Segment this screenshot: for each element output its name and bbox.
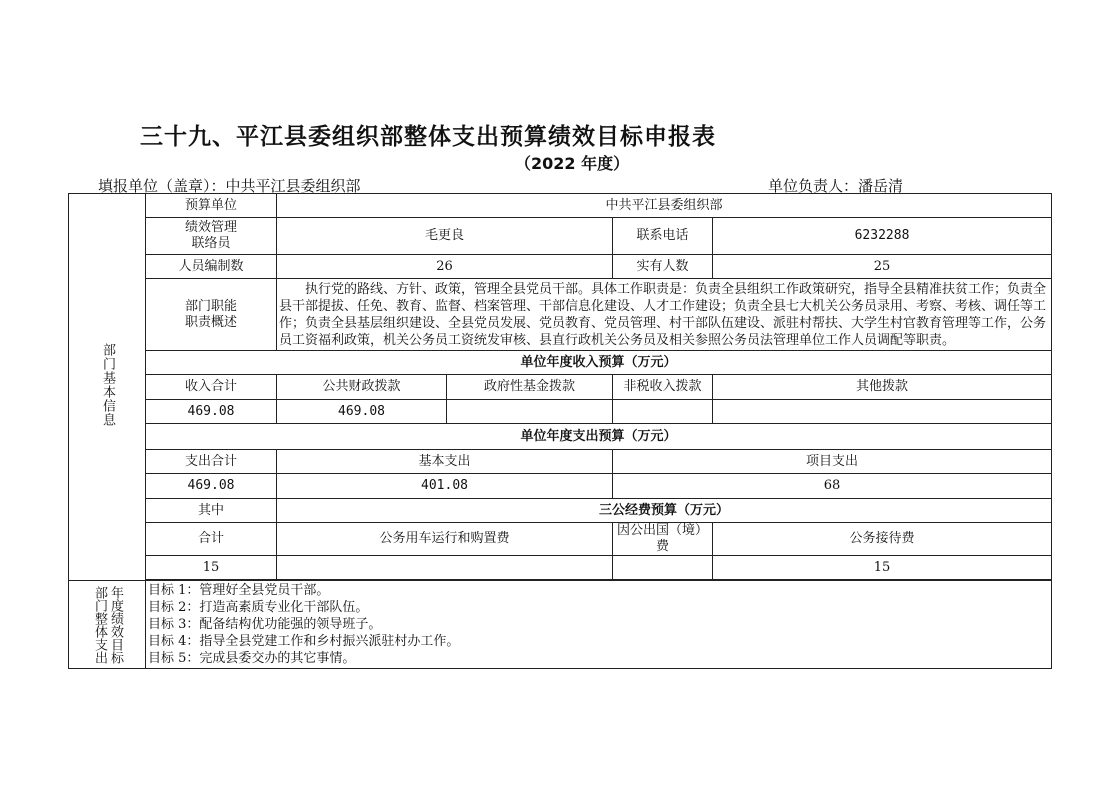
goals-section-label: 部门整体支出 年度绩效目标 bbox=[69, 581, 146, 669]
project-expense-label: 项目支出 bbox=[613, 450, 1052, 474]
public-finance-value: 469.08 bbox=[277, 400, 447, 424]
page-title: 三十九、平江县委组织部整体支出预算绩效目标申报表 bbox=[140, 124, 716, 150]
basic-expense-value: 401.08 bbox=[277, 474, 613, 499]
vehicle-value bbox=[277, 556, 613, 580]
expense-heading: 单位年度支出预算（万元） bbox=[146, 424, 1052, 450]
three-public-heading: 三公经费预算（万元） bbox=[277, 499, 1052, 523]
income-total-value: 469.08 bbox=[146, 400, 277, 424]
phone-label: 联系电话 bbox=[613, 218, 713, 255]
fill-unit: 填报单位（盖章）：中共平江县委组织部 bbox=[98, 177, 361, 195]
three-public-total-value: 15 bbox=[146, 556, 277, 580]
budget-unit-label: 预算单位 bbox=[146, 194, 277, 218]
public-finance-label: 公共财政拨款 bbox=[277, 375, 447, 400]
goal-item: 目标 2：打造高素质专业化干部队伍。 bbox=[148, 600, 369, 615]
budget-unit-value: 中共平江县委组织部 bbox=[277, 194, 1052, 218]
gov-fund-label: 政府性基金拨款 bbox=[447, 375, 613, 400]
basic-info-section-label: 部门基本信息 bbox=[69, 194, 146, 581]
staff-actual-value: 25 bbox=[713, 255, 1052, 279]
contact-value: 毛更良 bbox=[277, 218, 613, 255]
income-heading: 单位年度收入预算（万元） bbox=[146, 351, 1052, 375]
among-label: 其中 bbox=[146, 499, 277, 523]
other-value bbox=[713, 400, 1052, 424]
other-label: 其他拨款 bbox=[713, 375, 1052, 400]
non-tax-label: 非税收入拨款 bbox=[613, 375, 713, 400]
abroad-value bbox=[613, 556, 713, 580]
staff-quota-value: 26 bbox=[277, 255, 613, 279]
contact-label: 绩效管理 联络员 bbox=[146, 218, 277, 255]
abroad-label: 因公出国（境）费 bbox=[613, 523, 713, 556]
basic-expense-label: 基本支出 bbox=[277, 450, 613, 474]
page-subtitle: （2022 年度） bbox=[515, 154, 630, 173]
staff-quota-label: 人员编制数 bbox=[146, 255, 277, 279]
unit-leader: 单位负责人：潘岳清 bbox=[768, 177, 904, 195]
project-expense-value: 68 bbox=[613, 474, 1052, 499]
reception-value: 15 bbox=[713, 556, 1052, 580]
duty-label: 部门职能 职责概述 bbox=[146, 279, 277, 351]
expense-total-label: 支出合计 bbox=[146, 450, 277, 474]
duty-text: 执行党的路线、方针、政策，管理全县党员干部。具体工作职责是：负责全县组织工作政策研究，指导全县精准扶贫工作；负责全县干部提拔、任免、教育、监督、档案管理、干部信息化建设、人才工作建设；负责全县七大机关公务员录用、考察、考核、调任等工作；负责全县基层组织建设、全县党员发展、党员教育、党员管理、村干部队伍建设、派驻村帮扶、大学生村官教育管理等工作，公务员工资福利政策，机关公务员工资统发审核、县直行政机关公务员及相关参照公务员法管理单位工作人员调配等职责。 bbox=[277, 279, 1052, 351]
three-public-total-label: 合计 bbox=[146, 523, 277, 556]
staff-actual-label: 实有人数 bbox=[613, 255, 713, 279]
performance-form-table bbox=[68, 193, 1052, 669]
phone-value: 6232288 bbox=[713, 218, 1052, 255]
goal-item: 目标 5：完成县委交办的其它事情。 bbox=[148, 651, 356, 666]
non-tax-value bbox=[613, 400, 713, 424]
goal-item: 目标 1：管理好全县党员干部。 bbox=[148, 583, 330, 598]
income-total-label: 收入合计 bbox=[146, 375, 277, 400]
reception-label: 公务接待费 bbox=[713, 523, 1052, 556]
goals-list bbox=[146, 581, 1052, 669]
goal-item: 目标 3：配备结构优功能强的领导班子。 bbox=[148, 617, 382, 632]
gov-fund-value bbox=[447, 400, 613, 424]
expense-total-value: 469.08 bbox=[146, 474, 277, 499]
vehicle-label: 公务用车运行和购置费 bbox=[277, 523, 613, 556]
goal-item: 目标 4：指导全县党建工作和乡村振兴派驻村办工作。 bbox=[148, 634, 460, 649]
